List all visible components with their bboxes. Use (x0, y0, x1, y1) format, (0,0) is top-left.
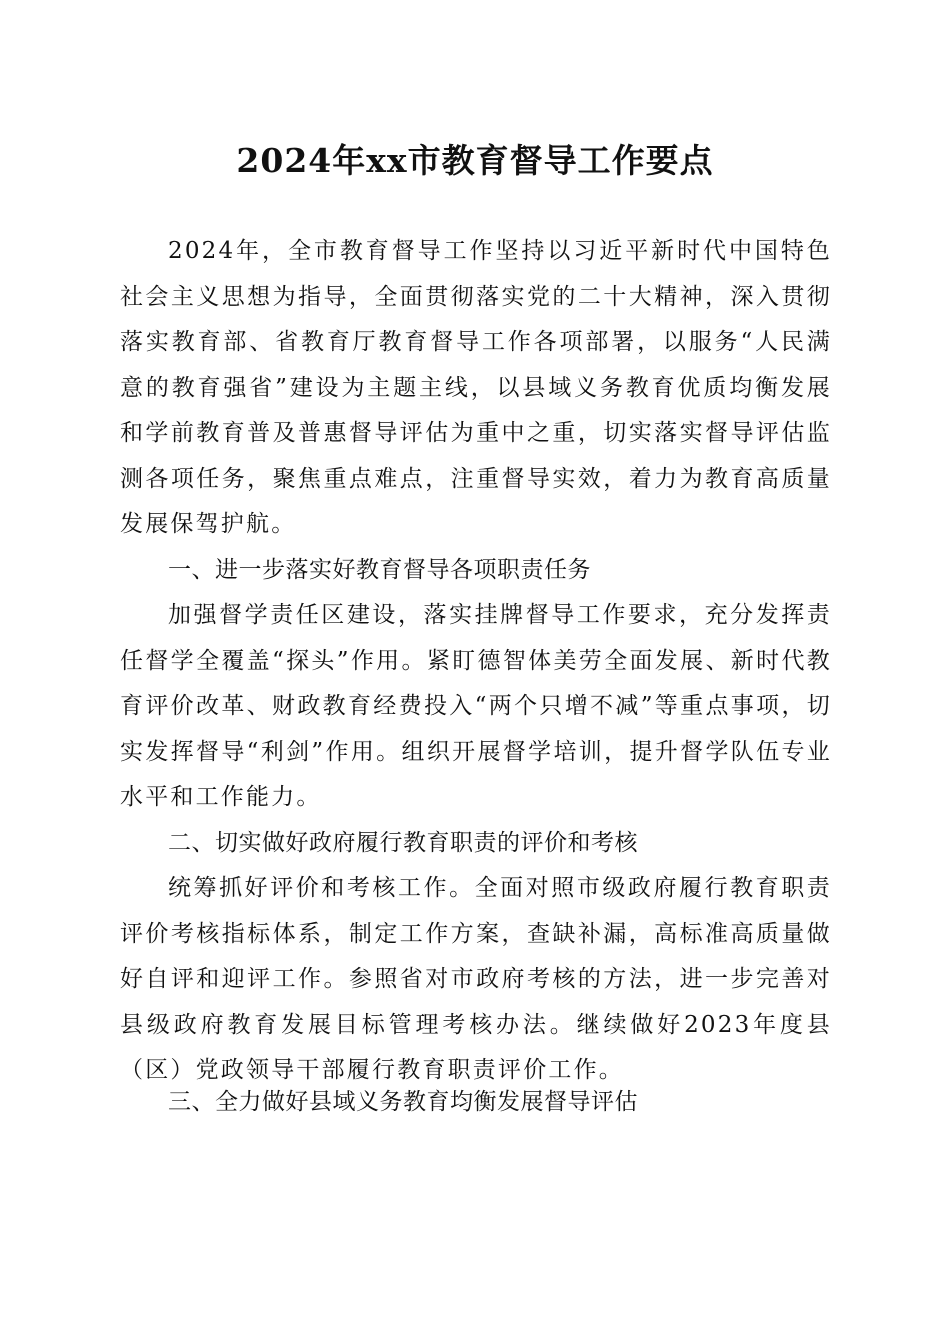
section-1-heading: 一、进一步落实好教育督导各项职责任务 (168, 556, 591, 583)
section-2-paragraph: 统筹抓好评价和考核工作。全面对照市级政府履行教育职责评价考核指标体系，制定工作方案，查缺补漏，高标准高质量做好自评和迎评工作。参照省对市政府考核的方法，进一步完善对县级政府教育发展目标管理考核办法。继续做好2023年度县（区）党政领导干部履行教育职责评价工作。 (120, 875, 832, 1083)
section-3-heading: 三、全力做好县域义务教育均衡发展督导评估 (168, 1089, 638, 1115)
document-body (120, 229, 832, 1094)
document-title: 2024年xx市教育督导工作要点 (236, 141, 714, 180)
section-2-heading: 二、切实做好政府履行教育职责的评价和考核 (168, 829, 638, 856)
section-1-paragraph: 加强督学责任区建设，落实挂牌督导工作要求，充分发挥责任督学全覆盖“探头”作用。紧盯德智体美劳全面发展、新时代教育评价改革、财政教育经费投入“两个只增不减”等重点事项，切实发挥督导“利剑”作用。组织开展督学培训，提升督学队伍专业水平和工作能力。 (120, 602, 832, 810)
intro-paragraph: 2024年，全市教育督导工作坚持以习近平新时代中国特色社会主义思想为指导，全面贯彻落实党的二十大精神，深入贯彻落实教育部、省教育厅教育督导工作各项部署，以服务“人民满意的教育强省”建设为主题主线，以县域义务教育优质均衡发展和学前教育普及普惠督导评估为重中之重，切实落实督导评估监测各项任务，聚焦重点难点，注重督导实效，着力为教育高质量发展保驾护航。 (120, 238, 832, 537)
